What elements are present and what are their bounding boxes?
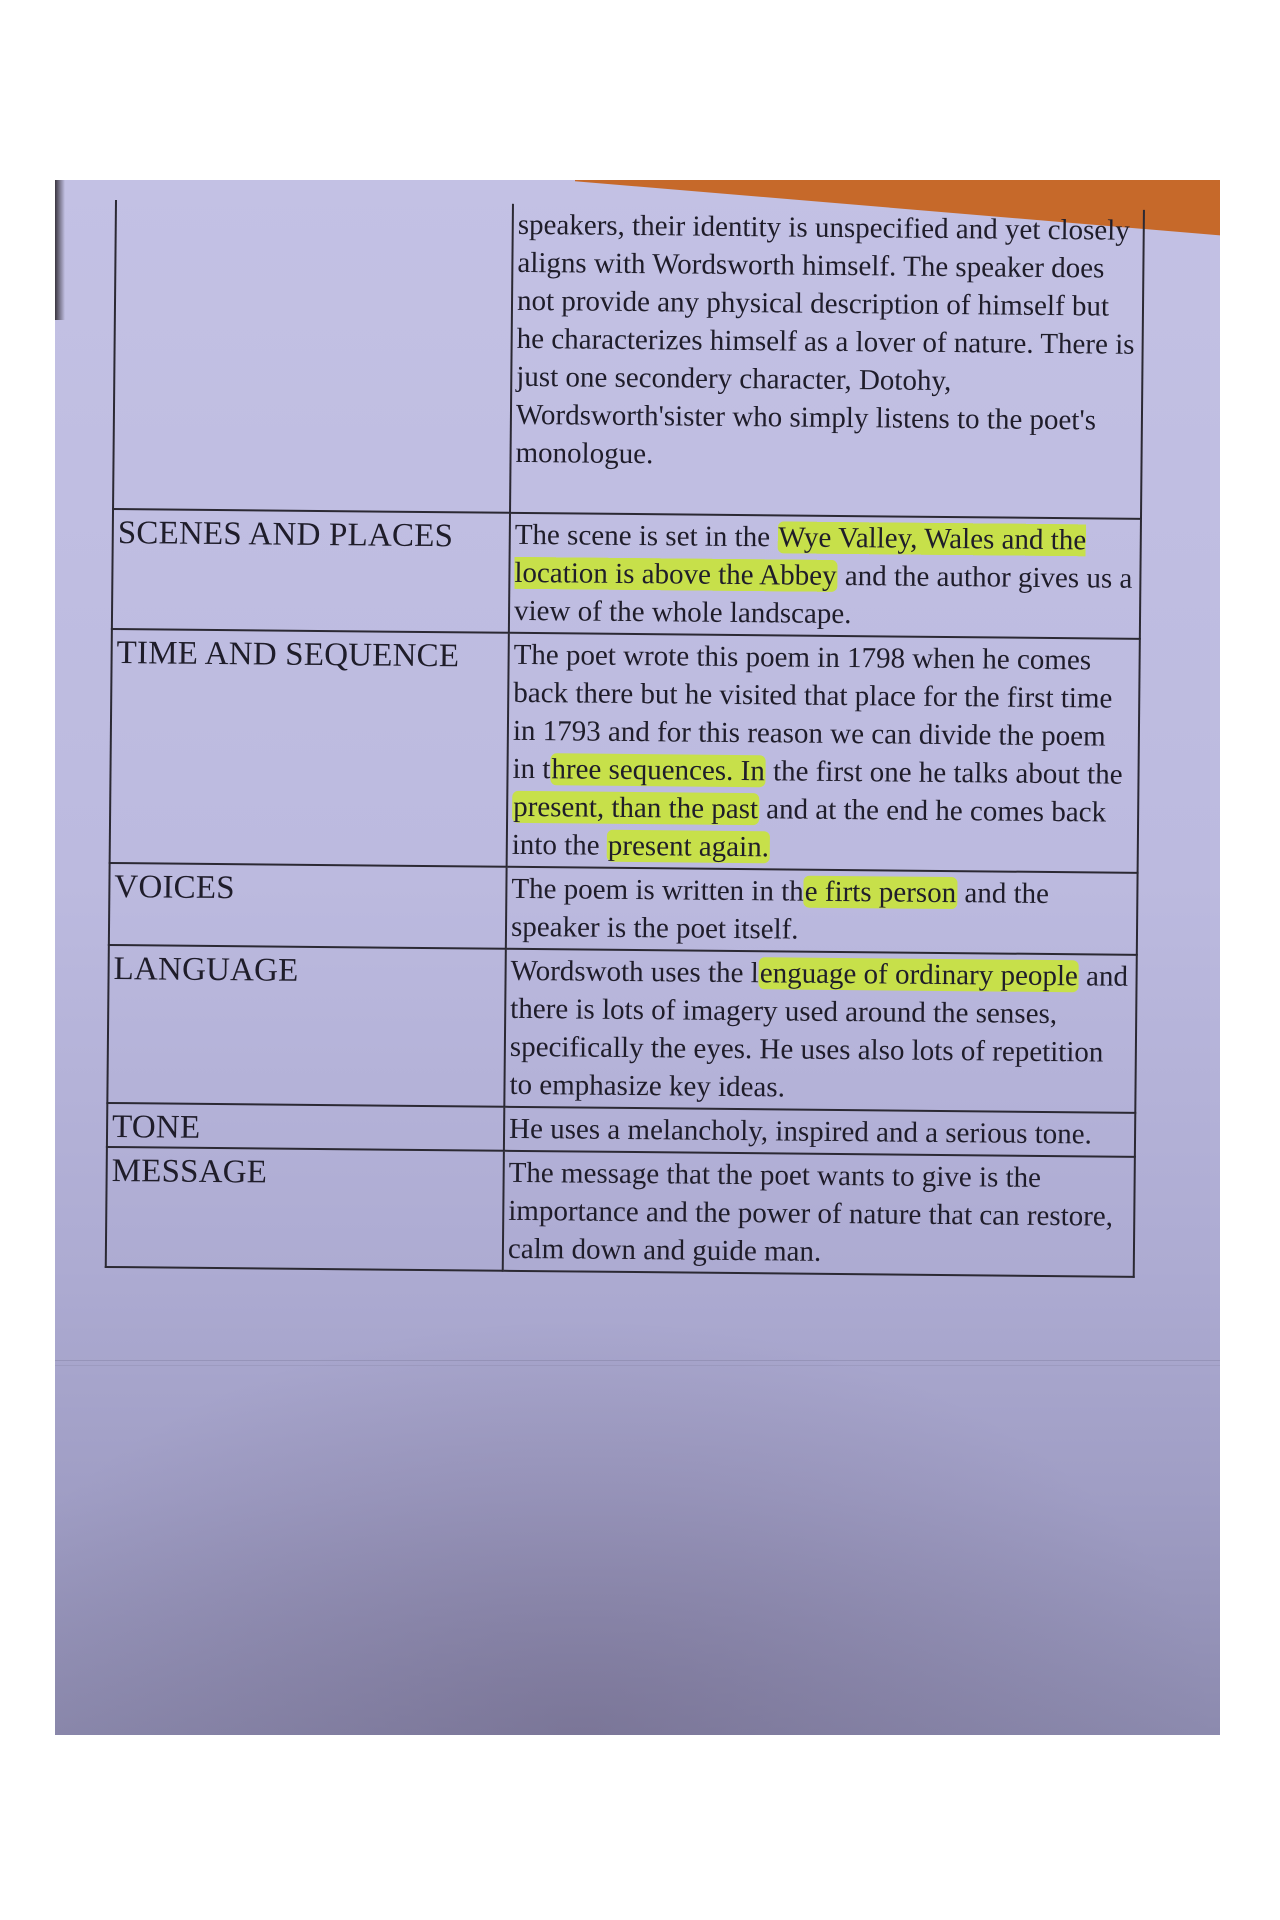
row-content	[506, 867, 1138, 955]
table-row-speakers	[113, 200, 1144, 519]
highlighted-text: present, than the past	[513, 790, 759, 826]
content-text: Wordswoth uses the l	[510, 954, 759, 990]
content-text: and there is lots of imagery used around the senses, specifically the eyes. He uses also lots of repetition to emphasize key ideas.	[509, 960, 1129, 1104]
content-text: the first one he talks about the	[765, 755, 1123, 791]
row-label	[113, 200, 513, 513]
content-text: The poem is written in th	[511, 872, 804, 908]
highlighted-text: e firts person	[804, 875, 957, 910]
content-text: The scene is set in the	[514, 518, 778, 554]
highlighted-text: hree sequences. In	[551, 753, 765, 788]
row-label: LANGUAGE	[107, 945, 505, 1107]
table-row-time-and-sequence	[110, 629, 1140, 873]
row-label: VOICES	[109, 863, 507, 949]
row-content	[507, 633, 1140, 873]
table-row-voices	[109, 863, 1138, 955]
row-content	[504, 1107, 1135, 1157]
page-shadow	[55, 180, 65, 320]
analysis-table-body	[106, 200, 1144, 1277]
row-label: TONE	[107, 1103, 504, 1151]
row-label: MESSAGE	[106, 1147, 504, 1271]
content-text: The message that the poet wants to give is the importance and the power of nature that can restore, calm down and guide man.	[507, 1156, 1114, 1268]
photo-shadow	[55, 1315, 1220, 1735]
row-label: SCENES AND PLACES	[112, 509, 510, 633]
row-content	[509, 513, 1141, 639]
content-text: The poet wrote this poem in 1798 when he comes back there but he visited that place for the first time in 1793 and for this reason we can divide the poem in t	[512, 638, 1113, 786]
analysis-table	[105, 200, 1145, 1278]
table-row-message	[106, 1147, 1135, 1277]
content-text: and the speaker is the poet itself.	[510, 877, 1050, 946]
row-content	[504, 949, 1136, 1113]
content-text: and at the end he comes back into the	[511, 793, 1107, 862]
content-text: and the author gives us a view of the whole landscape.	[513, 559, 1133, 631]
content-text: speakers, their identity is unspecified and yet closely aligns with Wordsworth himself. The speaker does not provide any physical description of himself but he characterizes himself as a lover of nature. There is just one secondery character, Dotohy, Wordsworth'sister who simply listens to the poet's monologue.	[515, 208, 1135, 471]
content-text: He uses a melancholy, inspired and a serious tone.	[508, 1112, 1093, 1151]
table-row-language	[107, 945, 1136, 1113]
row-content	[503, 1151, 1135, 1277]
highlighted-text: present again.	[607, 829, 770, 864]
table-row-scenes-and-places	[112, 509, 1141, 639]
highlighted-text: Wye Valley, Wales and the location is above the Abbey	[514, 521, 1087, 592]
row-label: TIME AND SEQUENCE	[110, 629, 509, 867]
row-content	[510, 204, 1144, 519]
highlighted-text: enguage of ordinary people	[759, 957, 1078, 993]
